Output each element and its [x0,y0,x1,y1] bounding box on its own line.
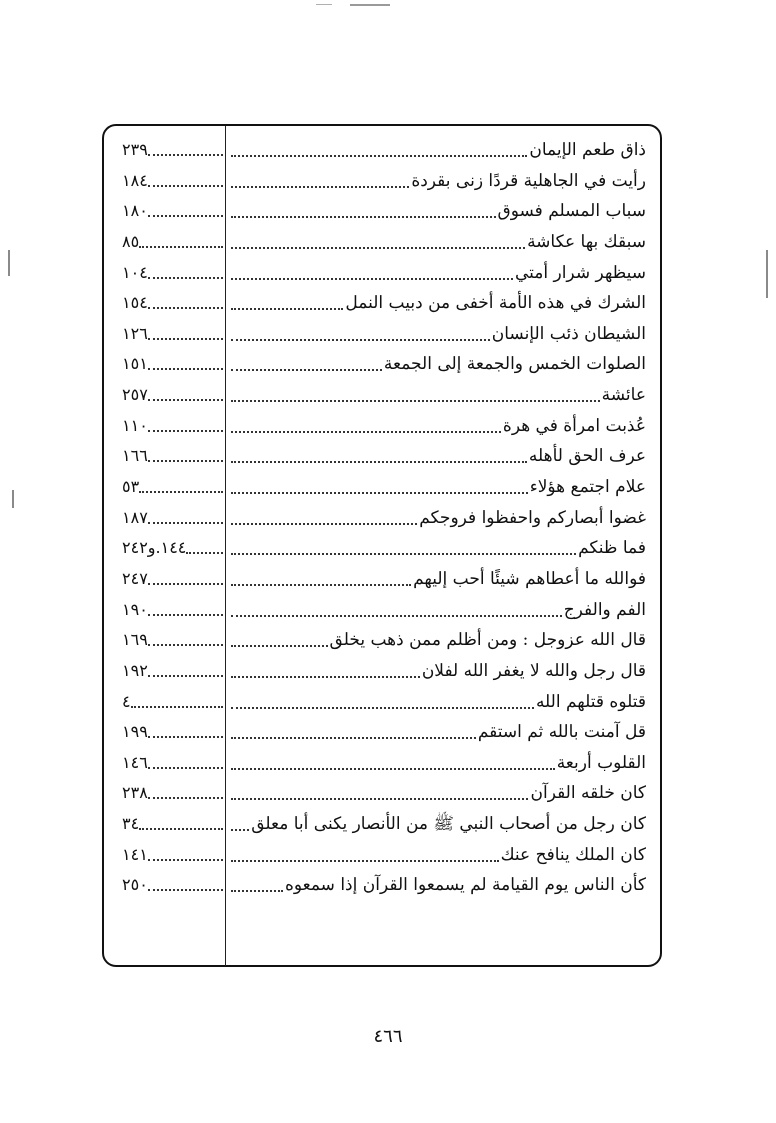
hadith-text: غضوا أبصاركم واحفظوا فروجكم [419,507,646,528]
page-number-ref: ١٩٢ [122,660,148,680]
dot-leader [231,461,527,463]
page-ref [122,256,224,286]
index-entry [231,776,646,806]
index-row [104,347,660,378]
dot-leader [148,675,223,677]
dot-leader [231,829,249,831]
index-entry [231,746,646,776]
scan-artifact [316,4,332,5]
dot-leader [186,552,223,554]
page-ref [122,746,224,776]
index-row [104,685,660,716]
hadith-text: قل آمنت بالله ثم استقم [477,722,646,743]
page-ref [122,654,224,684]
index-row [104,378,660,409]
page-ref [122,133,224,163]
index-row [104,133,660,164]
hadith-text: قال رجل والله لا يغفر الله لفلان [421,660,646,681]
index-row [104,409,660,440]
page-number: ٤٦٦ [373,1026,403,1047]
page-ref [122,593,224,623]
hadith-text: سباب المسلم فسوق [497,201,646,222]
dot-leader [231,492,528,494]
index-row [104,225,660,256]
index-entry [231,317,646,347]
index-entry [231,164,646,194]
page-number-ref: ١٩٩ [122,722,148,742]
index-entry [231,256,646,286]
hadith-text: علام اجتمع هؤلاء [529,477,646,498]
page-ref [122,776,224,806]
dot-leader [231,707,534,709]
page-number-ref: ٢٣٨ [122,783,148,803]
dot-leader [231,155,527,157]
page-ref [122,347,224,377]
dot-leader [231,553,576,555]
index-entry [231,501,646,531]
hadith-text: كان رجل من أصحاب النبي ﷺ من الأنصار يكنى أبا معلق [251,814,646,835]
hadith-text: الشيطان ذئب الإنسان [491,323,646,344]
index-row [104,746,660,777]
page-ref [122,868,224,898]
dot-leader [231,400,600,402]
index-row [104,194,660,225]
hadith-text: فما ظنكم [578,538,646,559]
index-entry [231,194,646,224]
hadith-text: فوالله ما أعطاهم شيئًا أحب إليهم [413,568,646,589]
page-number-ref: ١٤٦ [122,752,148,772]
page-number-ref: ٢٣٩ [122,140,148,159]
dot-leader [148,460,223,462]
dot-leader [231,308,343,310]
index-row [104,164,660,195]
dot-leader [148,859,223,861]
index-entry [231,409,646,439]
page-number-ref: ١٦٦ [122,446,148,466]
dot-leader [139,828,223,830]
index-row [104,439,660,470]
margin-mark [12,490,14,508]
page-ref [122,439,224,469]
page-number-ref: ١٢٦ [122,323,148,343]
index-entry [231,593,646,623]
hadith-text: كأن الناس يوم القيامة لم يسمعوا القرآن إذا سمعوه [284,875,646,896]
dot-leader [231,339,490,341]
index-row [104,715,660,746]
page-ref [122,470,224,500]
dot-leader [231,798,528,800]
index-row [104,868,660,899]
dot-leader [148,399,223,401]
dot-leader [148,614,223,616]
page-number-ref: ٨٥ [122,231,140,251]
index-entry [231,838,646,868]
page-number-ref: ١٨٧ [122,507,148,527]
index-entry [231,286,646,316]
index-entry [231,654,646,684]
dot-leader [148,154,223,156]
index-row [104,501,660,532]
page-number-ref: ١٥١ [122,354,148,374]
index-row [104,317,660,348]
dot-leader [148,797,223,799]
dot-leader [131,706,223,708]
page-number-ref: ١٨٤ [122,170,148,190]
page-ref [122,685,224,715]
page-number-ref: ١٥٤ [122,293,148,313]
page-ref [122,807,224,837]
dot-leader [148,583,223,585]
page-ref [122,164,224,194]
dot-leader [231,584,411,586]
dot-leader [148,767,223,769]
index-entry [231,685,646,715]
hadith-text: كان خلقه القرآن [530,783,646,804]
dot-leader [148,307,223,309]
dot-leader [148,215,223,217]
index-row [104,838,660,869]
page-number-ref: ٣٤ [122,814,140,834]
page-number-ref: ١٤١ [122,844,148,864]
scan-artifact [350,4,390,6]
hadith-text: ذاق طعم الإيمان [529,140,646,160]
page-number-ref: ٥٣ [122,477,140,497]
dot-leader [231,768,555,770]
dot-leader [231,278,513,280]
index-row [104,593,660,624]
dot-leader [231,676,420,678]
dot-leader [148,185,223,187]
dot-leader [231,369,382,371]
index-entry [231,868,646,898]
hadith-text: قال الله عزوجل : ومن أظلم ممن ذهب يخلق [329,630,646,651]
dot-leader [231,645,328,647]
index-row [104,562,660,593]
hadith-text: سبقك بها عكاشة [527,231,646,252]
page-ref [122,715,224,745]
hadith-text: كان الملك ينافح عنك [500,844,646,865]
dot-leader [148,889,223,891]
page-ref [122,409,224,439]
page-number-ref: ١٤٤.و٢٤٢ [122,538,187,558]
dot-leader [148,736,223,738]
page-number-ref: ٢٥٧ [122,385,148,405]
dot-leader [148,522,223,524]
index-entry [231,378,646,408]
index-entry [231,133,646,163]
index-row [104,654,660,685]
index-row [104,776,660,807]
page-ref [122,838,224,868]
dot-leader [139,491,223,493]
page-number-ref: ٢٤٧ [122,568,148,588]
page-ref [122,623,224,653]
page-ref [122,317,224,347]
hadith-text: رأيت في الجاهلية قردًا زنى بقردة [411,170,646,191]
page-ref [122,225,224,255]
dot-leader [231,247,525,249]
index-entry [231,715,646,745]
index-row [104,807,660,838]
page-ref [122,378,224,408]
dot-leader [148,277,223,279]
hadith-text: قتلوه قتلهم الله [535,691,646,712]
dot-leader [231,216,496,218]
index-row [104,256,660,287]
dot-leader [139,246,223,248]
hadith-text: الصلوات الخمس والجمعة إلى الجمعة [383,354,646,375]
index-entry [231,439,646,469]
page-ref [122,286,224,316]
page-ref [122,194,224,224]
page-ref [122,531,224,561]
hadith-text: الفم والفرج [563,599,646,620]
index-entry [231,531,646,561]
page-number-ref: ١١٠ [122,415,148,435]
hadith-text: عُذبت امرأة في هرة [502,415,646,436]
dot-leader [231,431,501,433]
index-entry [231,347,646,377]
margin-mark [766,250,768,298]
index-table [104,133,660,899]
index-row [104,286,660,317]
dot-leader [148,338,223,340]
index-entry [231,807,646,837]
page-number-ref: ٢٥٠ [122,875,148,895]
dot-leader [148,368,223,370]
margin-mark [8,250,10,276]
dot-leader [148,644,223,646]
index-entry [231,470,646,500]
dot-leader [231,860,499,862]
dot-leader [231,615,562,617]
dot-leader [231,523,417,525]
hadith-text: القلوب أربعة [556,752,646,773]
page-number-ref: ١٦٩ [122,630,148,650]
page-number-ref: ٤ [122,691,131,711]
dot-leader [231,890,283,892]
hadith-text: عرف الحق لأهله [528,446,646,467]
index-row [104,623,660,654]
hadith-text: عائشة [601,385,646,406]
page-number-ref: ١٠٤ [122,262,148,282]
index-entry [231,225,646,255]
index-row [104,470,660,501]
dot-leader [231,737,476,739]
page-number-ref: ١٩٠ [122,599,148,619]
page-number-ref: ١٨٠ [122,201,148,221]
hadith-text: سيظهر شرار أمتي [514,262,646,283]
dot-leader [231,186,409,188]
dot-leader [148,430,223,432]
index-entry [231,562,646,592]
index-row [104,531,660,562]
hadith-text: الشرك في هذه الأمة أخفى من دبيب النمل [345,293,646,314]
index-entry [231,623,646,653]
page-ref [122,562,224,592]
page-ref [122,501,224,531]
